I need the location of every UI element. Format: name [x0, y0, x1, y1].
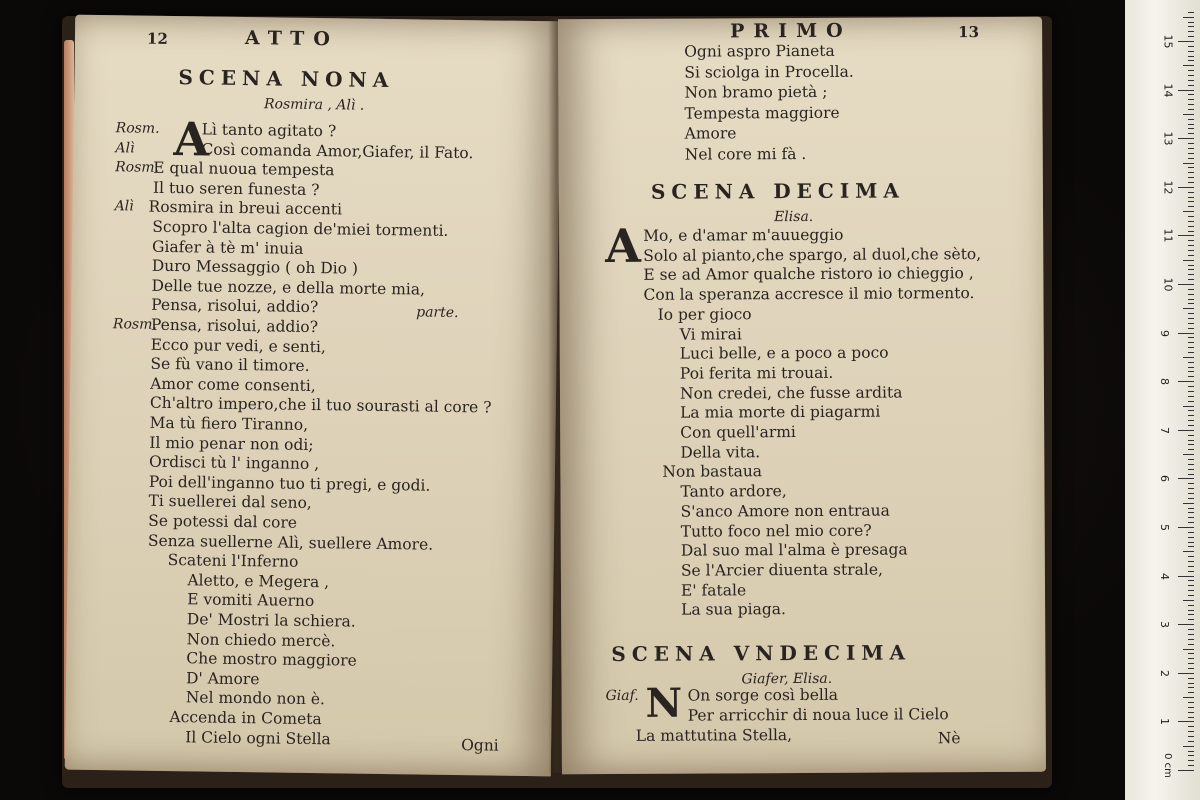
ruler-unit: 0 cm [1161, 753, 1173, 778]
verse-line: La sua piaga. [681, 600, 786, 619]
ruler-tick [1188, 133, 1194, 134]
ruler-tick [1188, 391, 1194, 392]
page-number: 13 [958, 23, 980, 42]
ruler-tick [1188, 556, 1194, 557]
ruler-tick [1188, 158, 1194, 159]
ruler-tick [1188, 299, 1194, 300]
ruler-tick [1188, 508, 1194, 509]
left-page [65, 15, 561, 777]
verse-line: Non chiedo mercè. [186, 629, 336, 650]
ruler-tick [1188, 546, 1194, 547]
verse-line: Ch'altro impero,che il tuo sourasti al core ? [149, 394, 492, 417]
drop-cap: N [645, 679, 683, 727]
ruler-tick [1188, 318, 1194, 319]
ruler-tick [1188, 250, 1194, 251]
running-head: ATTO [244, 27, 339, 51]
drop-cap: A [605, 218, 642, 274]
ruler-tick [1188, 537, 1194, 538]
verse-line: Il tuo seren funesta ? [152, 178, 320, 199]
ruler-tick [1188, 128, 1194, 129]
ruler-tick [1188, 31, 1194, 32]
ruler-tick [1183, 260, 1194, 261]
ruler-number: 4 [1158, 572, 1171, 580]
speaker-label: Giaf. [605, 687, 639, 705]
verse-line: Tempesta maggiore [684, 103, 840, 123]
ruler-tick [1188, 240, 1194, 241]
ruler-tick [1188, 172, 1194, 173]
scene10-title: SCENA DECIMA [650, 178, 905, 204]
verse-line: Con la speranza accresce il mio tormento. [643, 284, 975, 304]
ruler-tick [1188, 182, 1194, 183]
ruler-tick [1188, 386, 1194, 387]
verse-line: D' Amore [185, 669, 260, 689]
ruler-tick [1188, 663, 1194, 664]
verse-line: Io per gioco [657, 305, 752, 324]
verse-line: Amor come consenti, [150, 374, 316, 395]
ruler-number: 7 [1158, 426, 1171, 434]
verse-line: Aletto, e Megera , [187, 571, 330, 592]
verse-line: Accenda in Cometa [169, 708, 322, 729]
ruler-tick [1188, 435, 1194, 436]
ruler-tick [1178, 624, 1194, 625]
ruler-number: 8 [1158, 378, 1171, 386]
ruler-tick [1188, 619, 1194, 620]
ruler-tick [1188, 216, 1194, 217]
ruler-tick [1178, 381, 1194, 382]
right-page [558, 17, 1046, 775]
ruler-tick [1188, 580, 1194, 581]
page-number: 12 [146, 29, 168, 48]
ruler-tick [1188, 80, 1194, 81]
ruler-tick [1188, 668, 1194, 669]
ruler-tick [1188, 687, 1194, 688]
scene-characters: Rosmira , Alì . [263, 96, 365, 114]
ruler-tick [1188, 707, 1194, 708]
ruler-tick [1178, 235, 1194, 236]
running-head: PRIMO [730, 19, 852, 43]
ruler-tick [1188, 192, 1194, 193]
ruler-number: 14 [1161, 83, 1175, 98]
ruler-tick [1183, 308, 1194, 309]
ruler-tick [1188, 644, 1194, 645]
verse-line: Non credei, che fusse ardita [679, 383, 903, 403]
verse-line: E se ad Amor qualche ristoro io chieggio , [643, 264, 974, 285]
verse-line: La mia morte di piagarmi [680, 402, 881, 422]
ruler-tick [1183, 114, 1194, 115]
ruler-tick [1188, 755, 1194, 756]
ruler-tick [1188, 104, 1194, 105]
ruler-tick [1188, 410, 1194, 411]
ruler-tick [1188, 731, 1194, 732]
verse-line: S'anco Amore non entraua [680, 501, 890, 521]
verse-line: Pensa, risolui, addio? [151, 296, 319, 317]
verse-line: Per arricchir di noua luce il Cielo [687, 705, 949, 725]
ruler-tick [1183, 17, 1194, 18]
ruler-tick [1188, 401, 1194, 402]
verse-line: Luci belle, e a poco a poco [679, 343, 889, 363]
ruler-tick [1188, 464, 1194, 465]
verse-line: Non bastaua [662, 462, 763, 482]
ruler-tick [1188, 605, 1194, 606]
ruler-tick [1188, 376, 1194, 377]
speaker-label: Alì [115, 139, 135, 157]
ruler-tick [1188, 269, 1194, 270]
ruler-tick [1188, 610, 1194, 611]
ruler-number: 1 [1158, 718, 1171, 726]
ruler-tick [1178, 721, 1194, 722]
ruler-tick [1178, 770, 1194, 771]
ruler-tick [1188, 498, 1194, 499]
ruler-tick [1188, 56, 1194, 57]
ruler-tick [1188, 751, 1194, 752]
ruler-tick [1188, 629, 1194, 630]
speaker-label: Rosm. [112, 316, 157, 333]
ruler-tick [1188, 371, 1194, 372]
ruler-tick [1188, 542, 1194, 543]
ruler-tick [1188, 444, 1194, 445]
ruler-tick [1178, 41, 1194, 42]
verse-line: Tanto ardore, [680, 482, 787, 501]
ruler-tick [1188, 12, 1194, 13]
ruler-tick [1188, 352, 1194, 353]
speaker-label: Alì [114, 198, 134, 215]
ruler-tick [1188, 634, 1194, 635]
ruler-tick [1188, 469, 1194, 470]
stage-direction: parte. [416, 304, 459, 322]
verse-line: Se fù vano il timore. [150, 354, 310, 376]
ruler-tick [1188, 342, 1194, 343]
ruler-tick [1188, 765, 1194, 766]
ruler-tick [1188, 206, 1194, 207]
catchword: Ogni [461, 736, 499, 755]
verse-line: E' fatale [680, 580, 747, 600]
verse-line: Giafer à tè m' inuia [151, 237, 304, 258]
ruler-tick [1188, 474, 1194, 475]
ruler-tick [1188, 60, 1194, 61]
verse-line: Poi dell'inganno tuo ti pregi, e godi. [148, 472, 431, 495]
ruler-tick [1188, 221, 1194, 222]
ruler-tick [1188, 328, 1194, 329]
verse-line: Il Cielo ogni Stella [185, 727, 331, 748]
ruler-tick [1178, 90, 1194, 91]
ruler-tick [1188, 658, 1194, 659]
verse-line: Amore [684, 124, 737, 143]
ruler-tick [1188, 245, 1194, 246]
ruler-tick [1178, 576, 1194, 577]
ruler-tick [1178, 673, 1194, 674]
verse-line: Nel core mi fà . [684, 144, 807, 164]
verse-line: Così comanda Amor,Giafer, il Fato. [201, 140, 474, 162]
ruler-tick [1188, 736, 1194, 737]
scene10-characters: Elisa. [774, 208, 814, 226]
verse-line: Ma tù fiero Tiranno, [149, 413, 309, 434]
ruler-tick [1188, 303, 1194, 304]
ruler-tick [1188, 571, 1194, 572]
ruler-tick [1188, 741, 1194, 742]
ruler-tick [1183, 163, 1194, 164]
verse-line: Delle tue nozze, e della morte mia, [151, 276, 426, 299]
ruler-tick [1188, 717, 1194, 718]
ruler-tick [1188, 712, 1194, 713]
ruler-tick [1188, 483, 1194, 484]
ruler-tick [1188, 415, 1194, 416]
verse-line: Si sciolga in Procella. [684, 62, 854, 82]
ruler-tick [1178, 284, 1194, 285]
speaker-label: Rosm. [115, 159, 160, 177]
verse-line: Vi mirai [679, 324, 742, 344]
scene11-title: SCENA VNDECIMA [611, 640, 912, 667]
verse-line: E vomiti Auerno [187, 590, 315, 611]
ruler-number: 11 [1161, 228, 1175, 243]
ruler-tick [1188, 561, 1194, 562]
ruler-tick [1188, 226, 1194, 227]
scene11-characters: Giafer, Elisa. [741, 670, 833, 688]
ruler-tick [1178, 430, 1194, 431]
ruler-tick [1183, 503, 1194, 504]
ruler-tick [1188, 167, 1194, 168]
verse-line: Solo al pianto,che spargo, al duol,che sèto, [643, 244, 982, 265]
ruler-tick [1188, 488, 1194, 489]
ruler-tick [1183, 357, 1194, 358]
verse-line: On sorge così bella [687, 685, 839, 705]
ruler-number: 3 [1158, 621, 1171, 629]
ruler-tick [1188, 396, 1194, 397]
ruler-tick [1188, 265, 1194, 266]
ruler-tick [1188, 51, 1194, 52]
ruler-number: 10 [1161, 277, 1175, 292]
verse-line: Nel mondo non è. [185, 688, 326, 709]
ruler-tick [1178, 478, 1194, 479]
ruler-tick [1188, 94, 1194, 95]
verse-line: Non bramo pietà ; [684, 82, 828, 102]
ruler-tick [1188, 289, 1194, 290]
ruler-tick [1188, 279, 1194, 280]
ruler-tick [1188, 255, 1194, 256]
ruler-tick [1188, 313, 1194, 314]
ruler-tick [1188, 36, 1194, 37]
ruler-tick [1188, 153, 1194, 154]
ruler-tick [1188, 653, 1194, 654]
scene-title: SCENA NONA [178, 65, 395, 93]
ruler-tick [1188, 75, 1194, 76]
ruler-tick [1178, 527, 1194, 528]
ruler-tick [1188, 459, 1194, 460]
verse-line: Ordisci tù l' inganno , [148, 452, 320, 474]
verse-line: Tutto foco nel mio core? [680, 521, 872, 541]
ruler-tick [1188, 231, 1194, 232]
ruler-tick [1183, 697, 1194, 698]
verse-line: Il mio penar non odi; [149, 433, 314, 454]
ruler-tick [1188, 585, 1194, 586]
ruler-tick [1188, 425, 1194, 426]
verse-line: E qual nuoua tempesta [153, 158, 335, 180]
verse-line: Con quell'armi [680, 423, 796, 442]
ruler-tick [1188, 124, 1194, 125]
ruler-tick [1188, 201, 1194, 202]
verse-line: De' Mostri la schiera. [186, 610, 356, 631]
ruler-tick [1188, 449, 1194, 450]
ruler-tick [1183, 211, 1194, 212]
ruler-tick [1188, 109, 1194, 110]
ruler-tick [1188, 85, 1194, 86]
verse-line: Mo, e d'amar m'auueggio [643, 225, 844, 245]
ruler-tick [1188, 294, 1194, 295]
ruler-tick [1188, 22, 1194, 23]
verse-line: Che mostro maggiore [186, 649, 357, 670]
ruler-tick [1188, 692, 1194, 693]
ruler-tick [1188, 566, 1194, 567]
ruler-tick [1188, 274, 1194, 275]
verse-line: La mattutina Stella, [635, 726, 793, 745]
ruler-number: 12 [1161, 180, 1175, 195]
ruler-tick [1183, 746, 1194, 747]
verse-line: Duro Messaggio ( oh Dio ) [151, 256, 359, 278]
ruler-tick [1188, 726, 1194, 727]
ruler-tick [1188, 143, 1194, 144]
ruler-tick [1183, 454, 1194, 455]
ruler-tick [1178, 138, 1194, 139]
ruler-number: 2 [1158, 669, 1171, 677]
ruler-tick [1188, 26, 1194, 27]
ruler-tick [1188, 702, 1194, 703]
ruler-tick [1188, 595, 1194, 596]
ruler-number: 15 [1161, 34, 1175, 49]
verse-line: Ogni aspro Pianeta [684, 41, 835, 61]
ruler-tick [1188, 177, 1194, 178]
ruler-tick [1188, 678, 1194, 679]
verse-line: Rosmira in breui accenti [148, 198, 343, 219]
ruler-tick [1188, 590, 1194, 591]
verse-line: Senza suellerne Alì, suellere Amore. [147, 531, 434, 554]
drop-cap: A [173, 112, 210, 167]
ruler-number: 9 [1158, 329, 1171, 337]
ruler-tick [1188, 493, 1194, 494]
ruler-tick [1183, 600, 1194, 601]
ruler-tick [1188, 522, 1194, 523]
verse-line: Ecco pur vedi, e senti, [150, 335, 326, 356]
verse-line: Se l'Arcier diuenta strale, [680, 560, 883, 580]
ruler-tick [1188, 337, 1194, 338]
verse-line: Ti suellerei dal seno, [148, 492, 312, 513]
ruler-tick [1188, 323, 1194, 324]
speaker-label: Rosm. [115, 120, 160, 137]
ruler-tick [1188, 512, 1194, 513]
ruler-tick [1188, 197, 1194, 198]
ruler-tick [1188, 683, 1194, 684]
ruler-tick [1188, 347, 1194, 348]
verse-line: Lì tanto agitato ? [201, 120, 337, 141]
ruler-tick [1188, 148, 1194, 149]
ruler-tick [1188, 119, 1194, 120]
verse-line: Scateni l'Inferno [167, 551, 299, 571]
ruler-tick [1188, 362, 1194, 363]
ruler-tick [1188, 70, 1194, 71]
ruler-number: 5 [1158, 524, 1171, 531]
ruler-tick [1183, 406, 1194, 407]
verse-line: Pensa, risolui, addio? [150, 315, 319, 337]
ruler-number: 6 [1158, 475, 1171, 483]
ruler-tick [1178, 187, 1194, 188]
ruler-tick [1188, 99, 1194, 100]
ruler-tick [1188, 367, 1194, 368]
ruler-tick [1183, 551, 1194, 552]
ruler-tick [1178, 333, 1194, 334]
ruler-tick [1188, 440, 1194, 441]
ruler-tick [1188, 517, 1194, 518]
ruler-tick [1188, 420, 1194, 421]
ruler-tick [1188, 760, 1194, 761]
verse-line: Scopro l'alta cagion de'miei tormenti. [152, 217, 449, 240]
ruler-tick [1188, 46, 1194, 47]
measuring-ruler [1125, 0, 1200, 800]
ruler-tick [1183, 649, 1194, 650]
verse-line: Dal suo mal l'alma è presaga [680, 540, 908, 560]
catchword: Nè [937, 729, 961, 748]
ruler-tick [1188, 639, 1194, 640]
verse-line: Se potessi dal core [148, 511, 298, 532]
ruler-tick [1188, 614, 1194, 615]
ruler-number: 13 [1161, 131, 1175, 146]
ruler-tick [1188, 532, 1194, 533]
verse-line: Della vita. [680, 442, 761, 462]
ruler-tick [1183, 65, 1194, 66]
verse-line: Poi ferita mi trouai. [679, 363, 834, 383]
